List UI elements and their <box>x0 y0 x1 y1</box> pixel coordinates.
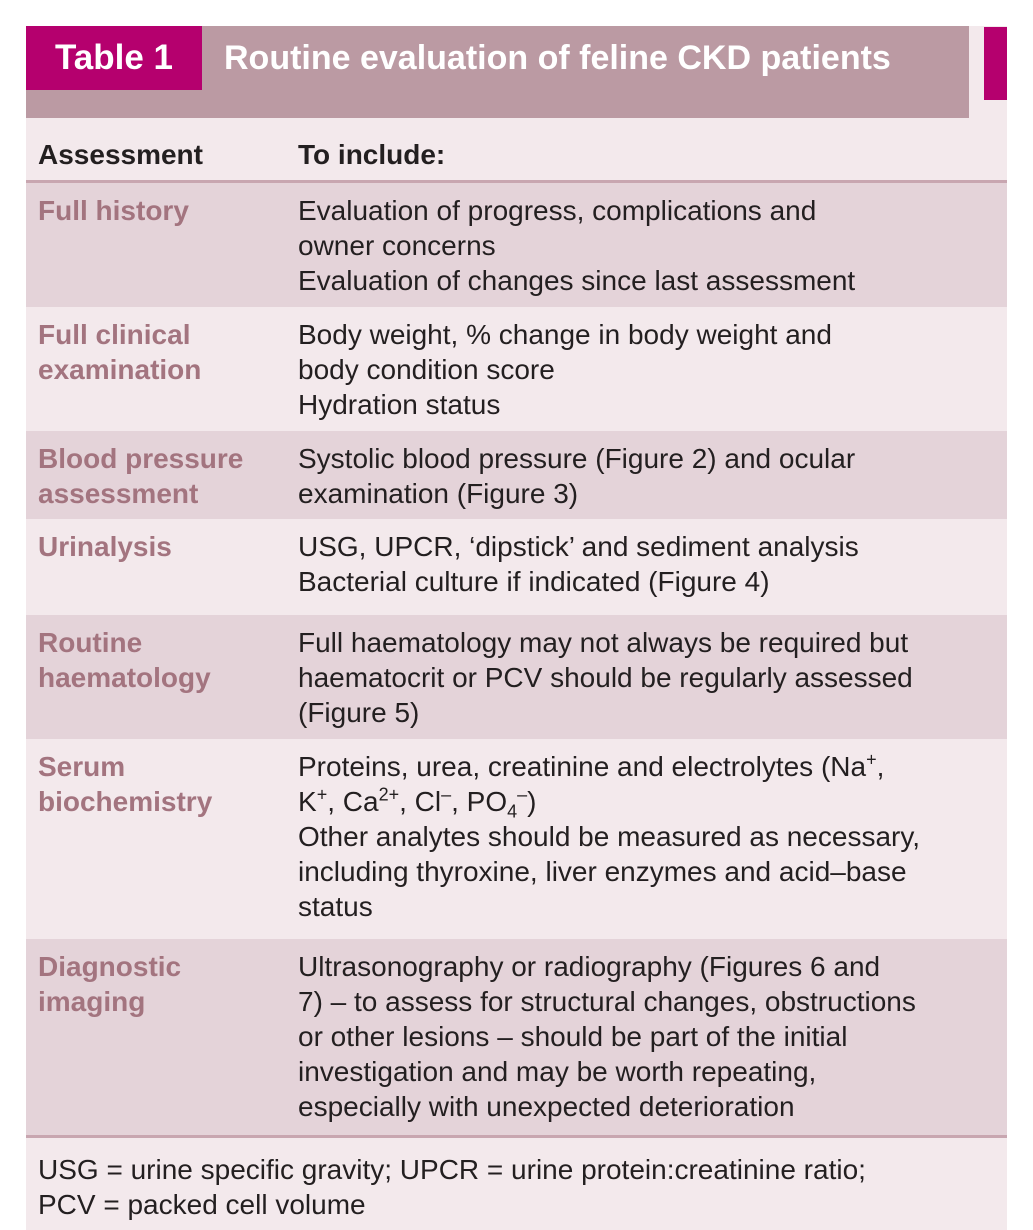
row-description: Ultrasonography or radiography (Figures 6 and 7) – to assess for structural changes, obstructions or other lesions – should be part of the initial investigation and may be worth repeating, especially with unexpected deterioration <box>298 951 916 1122</box>
column-header-to-include: To include: <box>298 139 446 170</box>
row-description: USG, UPCR, ‘dipstick’ and sediment analysis Bacterial culture if indicated (Figure 4) <box>298 531 859 597</box>
row-label: Full clinical examination <box>38 319 202 385</box>
table-row-blood-pressure <box>26 431 1007 519</box>
row-label: Diagnostic imaging <box>38 951 182 1017</box>
row-label: Routine haematology <box>38 627 211 693</box>
row-label: Full history <box>38 195 189 226</box>
row-description: Proteins, urea, creatinine and electrolytes (Na+, K+, $Ca^{2+}$, Cl–, $PO_4^-$) Other analytes should be measured as necessary, including thyroxine, liver enzymes and acid–base status <box>298 749 921 922</box>
row-description: Evaluation of progress, complications and owner concerns Evaluation of changes since last assessment <box>298 195 856 296</box>
table-row-full-history <box>26 183 1007 307</box>
row-label: Serum biochemistry <box>38 751 213 817</box>
table-row-clinical-examination <box>26 307 1007 431</box>
row-description: Body weight, % change in body weight and body condition score Hydration status <box>298 319 832 420</box>
row-description: Systolic blood pressure (Figure 2) and ocular examination (Figure 3) <box>298 443 856 509</box>
row-label: Blood pressure assessment <box>38 443 244 509</box>
header-accent-bar <box>984 27 1007 100</box>
table-row-diagnostic-imaging <box>26 939 1007 1135</box>
table-number-tab: Table 1 <box>26 26 202 90</box>
table-title: Routine evaluation of feline CKD patients <box>224 39 891 77</box>
column-header-assessment: Assessment <box>38 139 203 170</box>
table-footnote: USG = urine specific gravity; UPCR = urine protein:creatinine ratio; PCV = packed cell volume <box>38 1154 866 1220</box>
row-label: Urinalysis <box>38 531 172 562</box>
footnote-divider <box>26 1135 1007 1138</box>
table-row-haematology <box>26 615 1007 739</box>
evaluation-table <box>26 26 1007 1230</box>
row-description: Full haematology may not always be required but haematocrit or PCV should be regularly assessed (Figure 5) <box>298 627 913 728</box>
table-row-serum-biochemistry <box>26 739 1007 939</box>
table-row-urinalysis <box>26 519 1007 615</box>
column-header-row <box>26 140 1007 180</box>
